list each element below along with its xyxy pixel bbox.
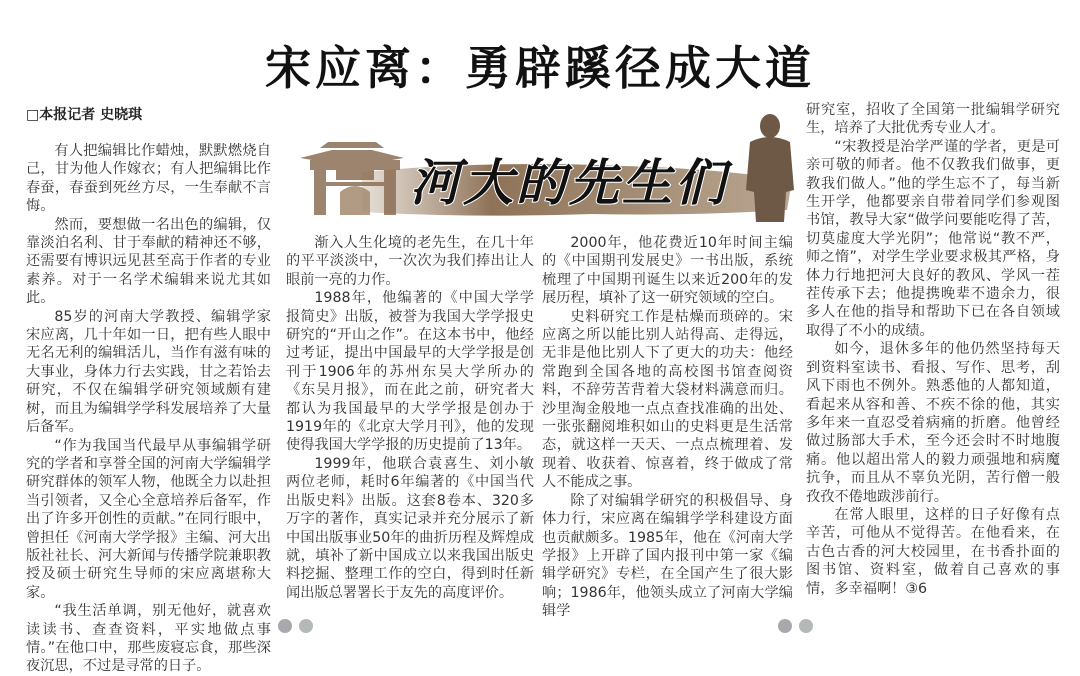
paragraph: 85岁的河南大学教授、编辑学家宋应离，几十年如一日，把有些人眼中无名无利的编辑活儿，当作有滋有味的大事业，身体力行去实践，甘之若饴去研究，不仅在编辑学研究领域颇有建树，而且为编辑学学科发展培养了大量后备军。 — [26, 308, 271, 436]
paragraph: 研究室，招收了全国第一批编辑学研究生，培养了大批优秀专业人才。 — [806, 102, 1060, 137]
paragraph: 在常人眼里，这样的日子好像有点辛苦，可他从不觉得苦。在他看来，在古色古香的河大校园里，在书香扑面的图书馆、资料室，做着自己喜欢的事情，多幸福啊！③6 — [806, 506, 1060, 597]
headline: 宋应离：勇辟蹊径成大道 — [265, 41, 815, 95]
paragraph: 1988年，他编著的《中国大学学报简史》出版，被誉为我国大学学报史研究的“开山之作”。在这本书中，他经过考证，提出中国最早的大学学报是创刊于1906年的苏州东吴大学所办的《东吴月报》，而在此之前，研究者大都认为我国最早的大学学报是创办于1919年的《北京大学月刊》，他的发现使得我国大学学报的历史提前了13年。 — [286, 290, 534, 454]
paragraph: 除了对编辑学研究的积极倡导、身体力行，宋应离在编辑学学科建设方面也贡献颇多。1985年，他在《河南大学学报》上开辟了国内报刊中第一家《编辑学研究》专栏，在全国产生了很大影响；1986年，他领头成立了河南大学编辑学 — [542, 492, 793, 620]
paragraph: 有人把编辑比作蜡烛，默默燃烧自己，甘为他人作嫁衣；有人把编辑比作春蚕，春蚕到死丝方尽，一生奉献不言悔。 — [26, 143, 271, 215]
paragraph: “宋教授是治学严谨的学者，更是可亲可敬的师者。他不仅教我们做事，更教我们做人。”他的学生忘不了，每当新生开学，他都要亲自带着同学们参观图书馆，教导大家“做学问要能吃得了苦，切莫虚度大学光阴”；他常说“教不严，师之惰”，对学生学业要求极其严格，身体力行地把河大良好的教风、学风一茬茬传承下去；他提携晚辈不遗余力，很多人在他的指导和帮助下已在各自领域取得了不小的成绩。 — [806, 138, 1060, 339]
banner-title: 河大的先生们 — [410, 153, 728, 212]
page-dot — [799, 619, 813, 633]
paragraph: 1999年，他联合袁喜生、刘小敏两位老师，耗时6年编著的《中国当代出版史料》出版。这套8卷本、320多万字的著作，真实记录并充分展示了新中国出版事业50年的曲折历程及辉煌成就，填补了新中国成立以来我国出版史料挖掘、整理工作的空白，得到时任新闻出版总署署长于友先的高度评价。 — [286, 455, 534, 601]
article-column-4 — [806, 101, 1060, 598]
column-banner — [292, 110, 797, 232]
article-column-1 — [26, 142, 271, 676]
page-dot — [778, 619, 792, 633]
paragraph: 2000年，他花费近10年时间主编的《中国期刊发展史》一书出版，系统梳理了中国期刊诞生以来近200年的发展历程，填补了这一研究领域的空白。 — [542, 235, 793, 307]
banner-illustration — [292, 110, 797, 232]
paragraph: “作为我国当代最早从事编辑学研究的学者和享誉全国的河南大学编辑学研究群体的领军人物，他既全力以赴担当引领者，又全心全意培养后备军，作出了许多开创性的贡献。”在同行眼中，曾担任《河南大学学报》主编、河大出版社社长、河大新闻与传播学院兼职教授及硕士研究生导师的宋应离堪称大家。 — [26, 437, 271, 601]
paragraph: “我生活单调，别无他好，就喜欢读读书、查查资料，平实地做点事情。”在他口中，那些废寝忘食，那些深夜沉思，不过是寻常的日子。 — [26, 603, 271, 675]
paragraph: 渐入人生化境的老先生，在几十年的平平淡淡中，一次次为我们捧出让人眼前一亮的力作。 — [286, 235, 534, 288]
paragraph: 史料研究工作是枯燥而琐碎的。宋应离之所以能比别人站得高、走得远，无非是他比别人下了更大的功夫：他经常跑到全国各地的高校图书馆查阅资料，不辞劳苦背着大袋材料满意而归。沙里淘金般地一点点查找准确的出处、一张张翻阅堆积如山的史料更是生活常态，就这样一天天、一点点梳理着、发现着、收获着、惊喜着，终于做成了常人不能成之事。 — [542, 308, 793, 491]
paragraph: 然而，要想做一名出色的编辑，仅靠淡泊名利、甘于奉献的精神还不够，还需要有博识远见甚至高于作者的专业素养。对于一名学术编辑来说尤其如此。 — [26, 216, 271, 307]
article-column-2 — [286, 234, 534, 602]
byline: □本报记者 史晓琪 — [26, 107, 143, 123]
page-dot — [278, 619, 292, 633]
article-column-3 — [542, 234, 793, 621]
page-dot — [299, 619, 313, 633]
gate-icon — [300, 142, 404, 215]
paragraph: 如今，退休多年的他仍然坚持每天到资料室读书、看报、写作、思考，刮风下雨也不例外。熟悉他的人都知道，看起来从容和善、不疾不徐的他，其实多年来一直忍受着病痛的折磨。他曾经做过肠部大手术，至今还会时不时地腹痛。他以超出常人的毅力顽强地和病魔抗争，而且从不辜负光阴，苦行僧一般孜孜不倦地跋涉前行。 — [806, 341, 1060, 505]
